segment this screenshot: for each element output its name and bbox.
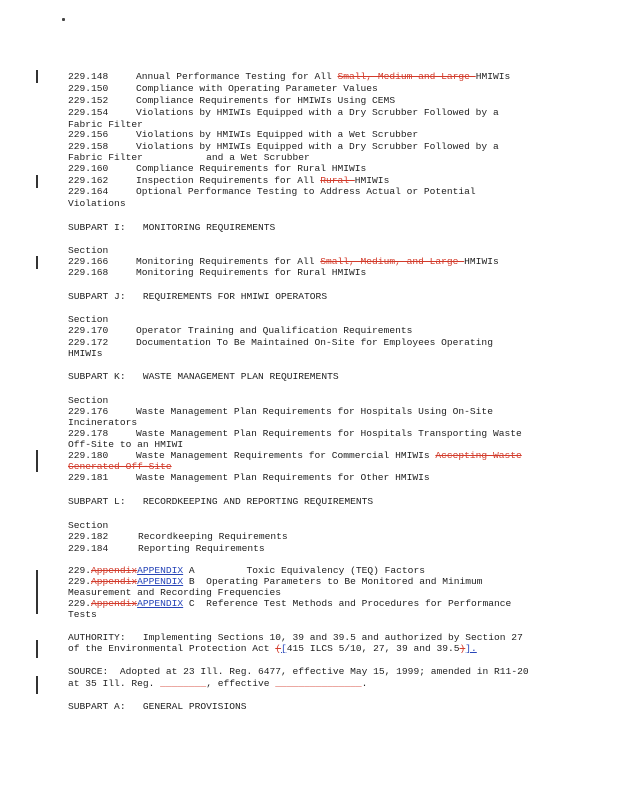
section-label: Section xyxy=(68,245,109,256)
authority-line: AUTHORITY: Implementing Sections 10, 39 and 39.5 and authorized by Section 27 xyxy=(68,632,523,643)
subpart-a-heading: SUBPART A: GENERAL PROVISIONS xyxy=(68,701,247,712)
section-label: Section xyxy=(68,314,109,325)
subpart-l-heading: SUBPART L: RECORDKEEPING AND REPORTING REQUIREMENTS xyxy=(68,496,374,507)
toc-row: 229.152 Compliance Requirements for HMIWIs Using CEMS xyxy=(68,95,396,106)
toc-row-continuation: Incinerators xyxy=(68,417,138,428)
authority-line: of the Environmental Protection Act ([415 ILCS 5/10, 27, 39 and 39.5)]. xyxy=(68,643,477,654)
toc-row: 229.178 Waste Management Plan Requirements for Hospitals Transporting Waste xyxy=(68,428,522,439)
appendix-row-continuation: Tests xyxy=(68,609,97,620)
toc-row: 229.158 Violations by HMIWIs Equipped with a Dry Scrubber Followed by a xyxy=(68,141,499,152)
change-bar xyxy=(36,70,38,83)
authority-label: AUTHORITY: xyxy=(68,632,126,643)
toc-row: 229.150 Compliance with Operating Parameter Values xyxy=(68,83,378,94)
change-bar xyxy=(36,640,38,658)
toc-row: 229.172 Documentation To Be Maintained On-Site for Employees Operating xyxy=(68,337,493,348)
change-bar xyxy=(36,175,38,188)
toc-row-continuation: HMIWIs xyxy=(68,348,103,359)
toc-row: 229.176 Waste Management Plan Requirements for Hospitals Using On-Site xyxy=(68,406,493,417)
change-bar xyxy=(36,570,38,614)
toc-row: 229.166 Monitoring Requirements for All Small, Medium, and Large HMIWIs xyxy=(68,256,499,267)
appendix-row: 229.AppendixAPPENDIX B Operating Parameters to Be Monitored and Minimum xyxy=(68,576,483,587)
toc-row: 229.170 Operator Training and Qualification Requirements xyxy=(68,325,413,336)
toc-row-continuation: Fabric Filter and a Wet Scrubber xyxy=(68,152,310,163)
toc-row-continuation: Generated Off-Site xyxy=(68,461,172,472)
change-bar xyxy=(36,676,38,694)
source-label: SOURCE: xyxy=(68,666,109,677)
toc-row: 229.182 Recordkeeping Requirements xyxy=(68,531,288,542)
toc-row: 229.180 Waste Management Requirements for Commercial HMIWIs Accepting Waste xyxy=(68,450,522,461)
toc-row: 229.162 Inspection Requirements for All Rural HMIWIs xyxy=(68,175,390,186)
appendix-row: 229.AppendixAPPENDIX C Reference Test Methods and Procedures for Performance xyxy=(68,598,512,609)
toc-row-continuation: Off-Site to an HMIWI xyxy=(68,439,184,450)
change-bar xyxy=(36,450,38,472)
toc-row: 229.148 Annual Performance Testing for All Small, Medium and Large HMIWIs xyxy=(68,71,511,82)
source-line: SOURCE: Adopted at 23 Ill. Reg. 6477, effective May 15, 1999; amended in R11-20 xyxy=(68,666,529,677)
subpart-k-heading: SUBPART K: WASTE MANAGEMENT PLAN REQUIREMENTS xyxy=(68,371,339,382)
toc-row-continuation: Fabric Filter xyxy=(68,119,143,130)
toc-row: 229.156 Violations by HMIWIs Equipped with a Wet Scrubber xyxy=(68,129,419,140)
toc-row: 229.168 Monitoring Requirements for Rural HMIWIs xyxy=(68,267,367,278)
scan-speck xyxy=(62,18,65,21)
source-line: at 35 Ill. Reg. ________, effective _______________. xyxy=(68,678,368,689)
toc-row: 229.181 Waste Management Plan Requirements for Other HMIWIs xyxy=(68,472,430,483)
toc-row: 229.164 Optional Performance Testing to Address Actual or Potential xyxy=(68,186,476,197)
toc-row: 229.160 Compliance Requirements for Rural HMIWIs xyxy=(68,163,367,174)
section-label: Section xyxy=(68,520,109,531)
toc-row: 229.184 Reporting Requirements xyxy=(68,543,265,554)
section-label: Section xyxy=(68,395,109,406)
toc-row: 229.154 Violations by HMIWIs Equipped with a Dry Scrubber Followed by a xyxy=(68,107,499,118)
subpart-i-heading: SUBPART I: MONITORING REQUIREMENTS xyxy=(68,222,276,233)
appendix-row-continuation: Measurement and Recording Frequencies xyxy=(68,587,282,598)
change-bar xyxy=(36,256,38,269)
toc-row-continuation: Violations xyxy=(68,198,126,209)
appendix-row: 229.AppendixAPPENDIX A Toxic Equivalency (TEQ) Factors xyxy=(68,565,425,576)
subpart-j-heading: SUBPART J: REQUIREMENTS FOR HMIWI OPERATORS xyxy=(68,291,328,302)
